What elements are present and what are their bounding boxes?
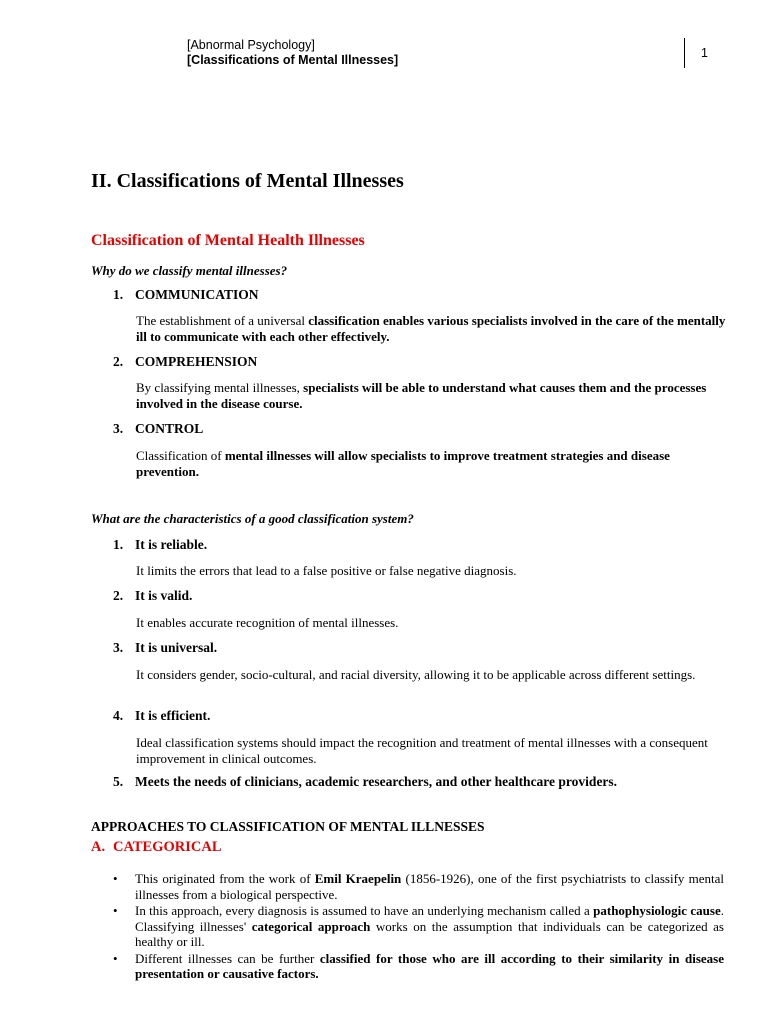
header-course: [Abnormal Psychology] <box>187 38 315 52</box>
characteristic-item: 4. It is efficient. <box>113 708 211 723</box>
characteristic-item: 2. It is valid. <box>113 588 193 603</box>
page-number-divider <box>684 38 685 68</box>
list-item: • This originated from the work of Emil Kraepelin (1856-1926), one of the first psychiatrists to classify mental illnesses from a biological perspective. <box>113 871 724 902</box>
reason-item: 3. CONTROL <box>113 421 204 436</box>
bullet-icon: • <box>113 950 118 966</box>
reason-item: 1. COMMUNICATION <box>113 287 259 302</box>
bullet-icon: • <box>113 871 118 886</box>
running-header <box>187 38 398 68</box>
page-title: II. Classifications of Mental Illnesses <box>91 170 404 192</box>
categorical-bullet-list <box>113 871 724 983</box>
reason-description: The establishment of a universal classification enables various specialists involved in the care of the mentally ill to communicate with each other effectively. <box>136 313 726 344</box>
characteristic-description: It limits the errors that lead to a false positive or false negative diagnosis. <box>136 563 517 578</box>
characteristic-item: 5. Meets the needs of clinicians, academic researchers, and other healthcare providers. <box>113 774 618 789</box>
question-why-classify: Why do we classify mental illnesses? <box>91 263 288 278</box>
bullet-icon: • <box>113 903 118 918</box>
page-number: 1 <box>701 46 708 60</box>
list-item: • Different illnesses can be further classified for those who are ill according to their similarity in disease presentation or causative factors. <box>113 950 725 981</box>
header-topic: [Classifications of Mental Illnesses] <box>187 53 399 67</box>
question-characteristics: What are the characteristics of a good classification system? <box>91 511 414 526</box>
characteristic-description: It considers gender, socio-cultural, and racial diversity, allowing it to be applicable across different settings. <box>136 667 696 682</box>
approach-categorical-heading: A. CATEGORICAL <box>91 839 222 855</box>
characteristic-item: 3. It is universal. <box>113 640 218 655</box>
characteristic-description: Ideal classification systems should impact the recognition and treatment of mental illnesses with a consequent improvement in clinical outcomes. <box>136 735 708 766</box>
characteristic-item: 1. It is reliable. <box>113 537 208 552</box>
approaches-heading: APPROACHES TO CLASSIFICATION OF MENTAL ILLNESSES <box>91 819 485 834</box>
section-heading: Classification of Mental Health Illnesses <box>91 232 365 249</box>
reason-description: Classification of mental illnesses will allow specialists to improve treatment strategies and disease prevention. <box>136 448 670 479</box>
reason-item: 2. COMPREHENSION <box>113 354 258 369</box>
list-item: • In this approach, every diagnosis is assumed to have an underlying mechanism called a pathophysiologic cause. Classifying illnesses' categorical approach works on the assumption that individuals can be categorized as healthy or ill. <box>113 903 724 949</box>
reason-description: By classifying mental illnesses, specialists will be able to understand what causes them and the processes involved in the disease course. <box>136 380 707 411</box>
characteristic-description: It enables accurate recognition of mental illnesses. <box>136 615 399 630</box>
